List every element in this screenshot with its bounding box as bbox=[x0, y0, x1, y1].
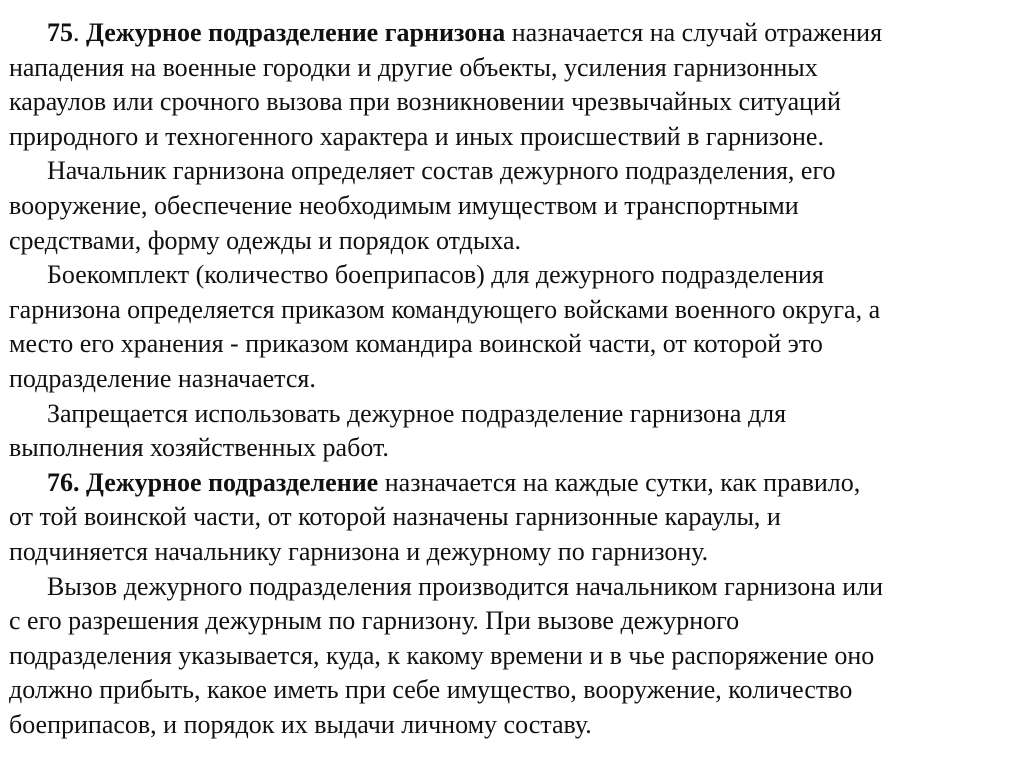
paragraph-75-line-4: природного и техногенного характера и иных происшествий в гарнизоне. bbox=[9, 121, 824, 151]
paragraph-ammo-line-2: гарнизона определяется приказом командующего войсками военного округа, а bbox=[9, 294, 881, 324]
paragraph-chief-line-2: вооружение, обеспечение необходимым имуществом и транспортными bbox=[9, 190, 799, 220]
paragraph-call-line-5: боеприпасов, и порядок их выдачи личному составу. bbox=[9, 709, 592, 739]
paragraph-75-title: Дежурное подразделение гарнизона bbox=[86, 18, 506, 47]
paragraph-call-line-1: Вызов дежурного подразделения производится начальником гарнизона или bbox=[47, 571, 884, 601]
paragraph-75-number: 75 bbox=[47, 18, 73, 47]
paragraph-76-title: 76. Дежурное подразделение bbox=[47, 467, 379, 497]
paragraph-chief-line-1: Начальник гарнизона определяет состав дежурного подразделения, его bbox=[47, 156, 836, 186]
paragraph-ammo-line-4: подразделение назначается. bbox=[9, 363, 316, 393]
paragraph-75-line-1 bbox=[9, 16, 1019, 51]
paragraph-call-line-3: подразделения указывается, куда, к какому времени и в чье распоряжение оно bbox=[9, 640, 875, 670]
paragraph-ammo-line-3: место его хранения - приказом командира воинской части, от которой это bbox=[9, 329, 823, 359]
paragraph-75-line-2: нападения на военные городки и другие объекты, усиления гарнизонных bbox=[9, 52, 818, 82]
paragraph-call-line-2: с его разрешения дежурным по гарнизону. При вызове дежурного bbox=[9, 606, 740, 636]
paragraph-forbid-line-2: выполнения хозяйственных работ. bbox=[9, 433, 389, 463]
paragraph-ammo-line-1: Боекомплект (количество боеприпасов) для дежурного подразделения bbox=[47, 260, 824, 290]
paragraph-75-line-1-text: назначается на случай отражения bbox=[505, 18, 883, 47]
paragraph-76-line-2: от той воинской части, от которой назначены гарнизонные караулы, и bbox=[9, 502, 781, 532]
paragraph-76-line-1-text: назначается на каждые сутки, как правило, bbox=[378, 467, 861, 497]
paragraph-75-line-3: караулов или срочного вызова при возникновении чрезвычайных ситуаций bbox=[9, 87, 841, 117]
paragraph-chief-line-3: средствами, форму одежды и порядок отдыха. bbox=[9, 225, 522, 255]
paragraph-75-separator: . bbox=[73, 18, 86, 47]
paragraph-76-line-1 bbox=[9, 466, 1019, 501]
paragraph-76-line-3: подчиняется начальнику гарнизона и дежурному по гарнизону. bbox=[9, 536, 709, 566]
paragraph-call-line-4: должно прибыть, какое иметь при себе имущество, вооружение, количество bbox=[9, 675, 853, 705]
document-text bbox=[9, 16, 1019, 742]
paragraph-forbid-line-1: Запрещается использовать дежурное подразделение гарнизона для bbox=[47, 398, 787, 428]
